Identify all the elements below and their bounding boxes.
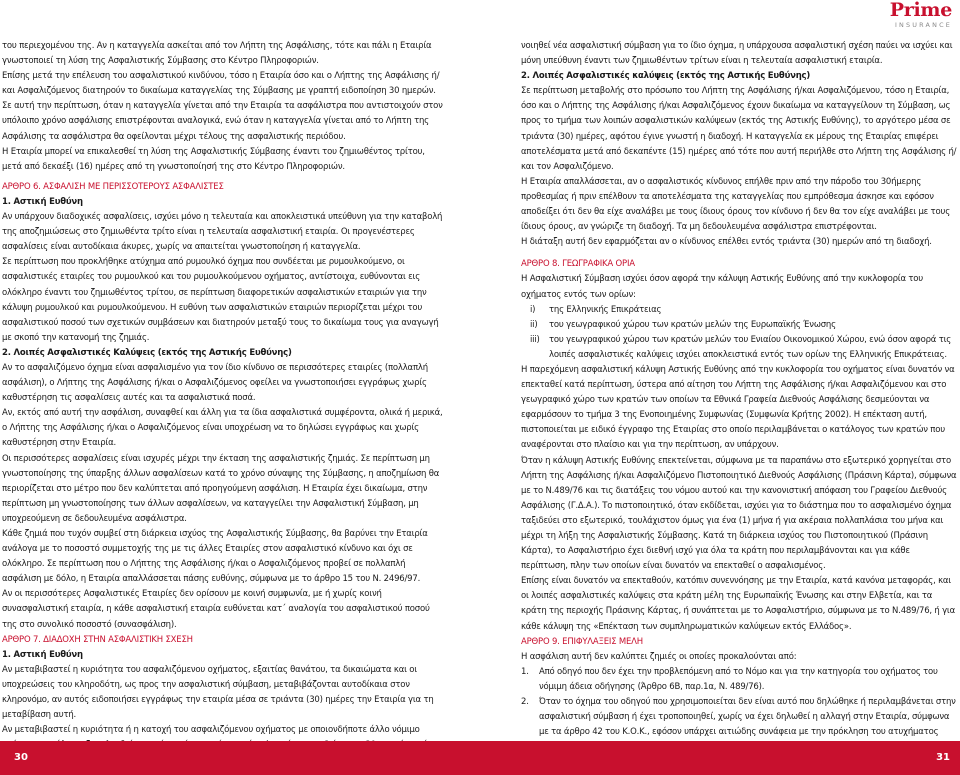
- paragraph: Σε περίπτωση μεταβολής στο πρόσωπο του Λήπτη της Ασφάλισης ή/και Ασφαλιζόμενου, τόσο η Εταιρία, όσο και ο Λήπτης της Ασφάλισης ή/και Ασφαλιζόμενος έχουν δικαίωμα να καταγγείλουν τη Σύμβαση, ως προς το τμήμα των λοιπών ασφαλιστικών καλύψεων (εκτός της Αστικής Ευθύνης), το αργότερο μέσα σε τριάντα (30) ημέρες, αφότου έγινε γνωστή η διαδοχή. Η καταγγελία εκ μέρους της Εταιρίας επιφέρει αποτελέσματα μετά από δεκαπέντε (15) ημέρες από τότε που αυτή περιήλθε στο Λήπτη της Ασφάλισης ή/και τον Ασφαλιζόμενο.: [521, 86, 957, 172]
- subheading: 1. Αστική Ευθύνη: [2, 649, 83, 660]
- right-column: [521, 39, 958, 741]
- paragraph: Η ασφάλιση αυτή δεν καλύπτει ζημιές οι οποίες προκαλούνται από:: [521, 651, 797, 662]
- paragraph: Οι περισσότερες ασφαλίσεις είναι ισχυρές μέχρι την έκταση της ασφαλιστικής ζημιάς. Σε περίπτωση μη γνωστοποίησης της ύπαρξης άλλων ασφαλίσεων κατά το χρόνο σύναψης της Σύμβασης, η αποζημίωση θα περιορίζεται στο μέτρο που δεν καλύπτεται από προηγούμενη ασφάλιση. Η Εταιρία έχει δικαίωμα, στην περίπτωση μη γνωστοποίησης των άλλων ασφαλίσεων, να καταγγείλει την Ασφαλιστική Σύμβαση, μη υποχρεούμενη σε δεδουλευμένα ασφάλιστρα.: [2, 453, 440, 524]
- paragraph: Σε αυτή την περίπτωση, όταν η καταγγελία γίνεται από την Εταιρία τα ασφάλιστρα που αντιστοιχούν στον υπόλοιπο χρόνο ασφάλισης επιστρέφονται αναλογικά, ενώ όταν η καταγγελία γίνεται από το Λήπτη της Ασφάλισης τα ασφάλιστρα θα οφείλονται μέχρι τέλους της ασφαλιστικής περιόδου.: [2, 101, 443, 142]
- subheading: 2. Λοιπές Ασφαλιστικές Καλύψεις (εκτός της Αστικής Ευθύνης): [2, 347, 292, 358]
- logo-wordmark: Prime: [889, 0, 952, 21]
- paragraph: Η Εταιρία μπορεί να επικαλεσθεί τη λύση της Ασφαλιστικής Σύμβασης έναντι του ζημιωθέντος τρίτου, μετά από δεκαέξι (16) ημέρες από τη γνωστοποίησή της στο Κέντρο Πληροφοριών.: [2, 146, 425, 172]
- paragraph: Κάθε ζημιά που τυχόν συμβεί στη διάρκεια ισχύος της Ασφαλιστικής Σύμβασης, θα βαρύνει την Εταιρία ανάλογα με το ποσοστό συμμετοχής της με τις άλλες Εταιρίες στον ασφαλιστικό κίνδυνο και όχι σε ολόκληρο. Σε περίπτωση που ο Λήπτης της Ασφάλισης ή/και ο Ασφαλιζόμενος προβεί σε πολλαπλή ασφάλιση με δόλο, η Εταιρία απαλλάσσεται πάσης ευθύνης, σύμφωνα με το άρθρο 15 του Ν. 2496/97.: [2, 529, 428, 585]
- list-marker: ii): [530, 319, 538, 330]
- left-column: [2, 39, 443, 741]
- page-number-left: 30: [14, 752, 28, 763]
- list-text: του γεωγραφικού χώρου των κρατών μελών του Ενιαίου Οικονομικού Χώρου, ενώ όσον αφορά τις λοιπές ασφαλιστικές καλύψεις ισχύει αποκλειστικά εντός των ορίων της Ελληνικής Επικράτειας.: [549, 334, 952, 360]
- list-text: της Ελληνικής Επικράτειας: [549, 304, 662, 315]
- list-marker: 2.: [521, 697, 529, 708]
- list-item: [521, 695, 958, 741]
- list-marker: 1.: [521, 666, 529, 677]
- paragraph: νοιηθεί νέα ασφαλιστική σύμβαση για το ίδιο όχημα, η υπάρχουσα ασφαλιστική σχέση παύει να ισχύει και μόνη υπεύθυνη έναντι των ζημιωθέντων τρίτων είναι η τελευταία ασφαλιστική εταιρία.: [521, 41, 953, 67]
- territory-list: [521, 303, 958, 363]
- paragraph: Η διάταξη αυτή δεν εφαρμόζεται αν ο κίνδυνος επέλθει εντός τριάντα (30) ημερών από τη διαδοχή.: [521, 237, 932, 248]
- paragraph: Η παρεχόμενη ασφαλιστική κάλυψη Αστικής Ευθύνης από την κυκλοφορία του οχήματος είναι δυνατόν να επεκταθεί κατά περίπτωση, ύστερα από αίτηση του Λήπτη της Ασφάλισης ή/και Ασφαλιζόμενου και στο γεωγραφικό χώρο των κρατών των οποίων τα Εθνικά Γραφεία Διεθνούς Ασφάλισης δεσμεύονται να εφαρμόσουν το τμήμα 3 της Ενοποιημένης Συμφωνίας (Συμφωνία Κρήτης 2002). Η επέκταση αυτή, πιστοποιείται με ειδικό έγγραφο της Εταιρίας στο οποίο περιλαμβάνεται ο κατάλογος των κρατών που αναφέρονται στο πλαίσιο και για την περίπτωση, αν υπάρχουν.: [521, 364, 955, 451]
- paragraph: Αν μεταβιβαστεί η κυριότητα του ασφαλιζόμενου οχήματος, εξαιτίας θανάτου, τα δικαιώματα και οι υποχρεώσεις του κληροδότη, ως προς την ασφαλιστική σύμβαση, μεταβιβάζονται αυτοδίκαια στον κληρονόμο, αν αυτός ειδοποιήσει εγγράφως την εταιρία μέσα σε τριάντα (30) ημέρες την Εταιρία για τη μεταβίβαση αυτή.: [2, 664, 434, 721]
- list-marker: iii): [530, 334, 540, 345]
- article-6-heading: ΑΡΘΡΟ 6. ΑΣΦΑΛΙΣΗ ΜΕ ΠΕΡΙΣΣΟΤΕΡΟΥΣ ΑΣΦΑΛΙΣΤΕΣ: [2, 181, 224, 192]
- article-8-heading: ΑΡΘΡΟ 8. ΓΕΩΓΡΑΦΙΚΑ ΟΡΙΑ: [521, 259, 635, 270]
- list-text: Όταν το όχημα του οδηγού που χρησιμοποιείται δεν είναι αυτό που δηλώθηκε ή περιλαμβάνεται στην ασφαλιστική σύμβαση ή έχει τροποποιηθεί, χωρίς να έχει δηλωθεί η αλλαγή στην Εταιρία, σύμφωνα με τα άρθρο 42 του Κ.Ο.Κ., εφόσον υπάρχει αιτιώδης συνάφεια με την πρόκληση του ατυχήματος: [539, 697, 956, 738]
- paragraph: Επίσης μετά την επέλευση του ασφαλιστικού κινδύνου, τόσο η Εταιρία όσο και ο Λήπτης της Ασφάλισης ή/ και Ασφαλιζόμενος διατηρούν το δικαίωμα καταγγελίας της Σύμβασης με γραπτή ειδοποίηση 30 ημερών.: [2, 71, 440, 97]
- list-marker: i): [530, 304, 536, 315]
- list-item: [521, 303, 958, 318]
- paragraph: Αν οι περισσότερες Ασφαλιστικές Εταιρίες δεν ορίσουν με κοινή συμφωνία, με ή χωρίς κοινή συνασφαλιστική εταιρία, η κάθε ασφαλιστική εταιρία ευθύνεται κατ΄ αναλογία του ασφαλιστικού ποσού της στο συνολικό ποσοστό (συνασφάλιση).: [2, 589, 430, 630]
- page-number-right: 31: [936, 752, 950, 763]
- paragraph: Επίσης είναι δυνατόν να επεκταθούν, κατόπιν συνεννόησης με την Εταιρία, κατά κανόνα μεταφοράς, και οι λοιπές ασφαλιστικές καλύψεις στα κράτη μέλη της Ευρωπαϊκής Ένωσης και στην Ελβετία, και τα κράτη της περιοχής Πράσινης Κάρτας, ή συνάπτεται με το Ασφαλιστήριο, σύμφωνα με το Ν.489/76, ή για κάθε κάλυψη της «Επέκταση των συμπληρωματικών καλύψεων εκτός Ελλάδος».: [521, 576, 956, 632]
- prime-insurance-logo: [890, 1, 952, 29]
- paragraph: Σε περίπτωση που προκλήθηκε ατύχημα από ρυμουλκό όχημα που συνδέεται με ρυμουλκούμενο, οι ασφαλιστικές εταιρίες του ρυμουλκού και του ρυμουλκούμενου οχήματος, αντίστοιχα, ευθύνονται εις ολόκληρο έναντι του ζημιωθέντος τρίτου, σε περίπτωση διαφορετικών ασφαλιστικών εταιριών για την κάλυψη ρυμουλκού και ρυμουλκούμενου. Η ευθύνη των ασφαλιστικών εταιριών περιορίζεται μέχρι του ασφαλιστικού ποσού των σχετικών συμβάσεων και διατηρούν μεταξύ τους το δικαίωμα τους για αναγωγή με σκοπό την κατανομή της ζημιάς.: [2, 257, 439, 343]
- article-9-heading: ΑΡΘΡΟ 9. ΕΠΙΦΥΛΑΞΕΙΣ ΜΕΛΗ: [521, 636, 643, 647]
- paragraph: Η Εταιρία απαλλάσσεται, αν ο ασφαλιστικός κίνδυνος επήλθε πριν από την πάροδο του 30ήμερης προθεσμίας ή πριν επέλθουν τα αποτελέσματα της καταγγελίας που εμπρόθεσμα άσκησε και εφόσον αποδείξει ότι δεν θα είχε αναλάβει με τους ίδιους όρους τον κίνδυνο ή δεν θα τον είχε αναλάβει με τους ίδιους όρους, αν γνώριζε τη διαδοχή. Τα μη δεδουλευμένα ασφάλιστρα επιστρέφονται.: [521, 176, 950, 233]
- exclusions-list: [521, 665, 958, 741]
- footer-bar: [0, 741, 960, 775]
- paragraph: Αν μεταβιβαστεί η κυριότητα ή η κατοχή του ασφαλιζόμενου οχήματος με οποιονδήποτε άλλο νόμιμο: [2, 725, 420, 736]
- subheading: 2. Λοιπές Ασφαλιστικές καλύψεις (εκτός της Αστικής Ευθύνης): [521, 71, 811, 82]
- paragraph: Αν, εκτός από αυτή την ασφάλιση, συναφθεί και άλλη για τα ίδια ασφαλιστικά συμφέροντα, ολικά ή μερικά, ο Λήπτης της Ασφάλισης ή/και ο Ασφαλιζόμενος είναι υποχρέωση να το δηλώσει εγγράφως και χωρίς καθυστέρηση στην Εταιρία.: [2, 408, 443, 449]
- list-item: [521, 318, 958, 333]
- subheading: 1. Αστική Ευθύνη: [2, 196, 83, 207]
- paragraph: Αν υπάρχουν διαδοχικές ασφαλίσεις, ισχύει μόνο η τελευταία και αποκλειστικά υπεύθυνη για την καταβολή της αποζημιώσεως στο ζημιωθέντα τρίτο είναι η τελευταία ασφαλιστική εταιρία. Οι προγενέστερες ασφαλίσεις είναι αυτοδίκαια άκυρες, χωρίς να απαιτείται γνωστοποίηση ή καταγγελία.: [2, 212, 443, 253]
- logo-tagline: INSURANCE: [894, 21, 952, 29]
- list-text: Από οδηγό που δεν έχει την προβλεπόμενη από το Νόμο και για την κατηγορία του οχήματος του νόμιμη άδεια οδήγησης (Άρθρο 6Β, παρ.1α, Ν. 489/76).: [539, 666, 938, 692]
- list-text: του γεωγραφικού χώρου των κρατών μελών της Ευρωπαϊκής Ένωσης: [549, 319, 836, 330]
- list-item: [521, 333, 958, 363]
- paragraph: Όταν η κάλυψη Αστικής Ευθύνης επεκτείνεται, σύμφωνα με τα παραπάνω στο εξωτερικό χορηγείται στο Λήπτη της Ασφάλισης ή/και Ασφαλιζόμενο Πιστοποιητικό Διεθνούς Ασφάλισης (Πράσινη Κάρτα), σύμφωνα με το Ν.489/76 και τις διατάξεις του νόμου αυτού και την κανονιστική απόφαση του Γραφείου Διεθνούς Ασφάλισης (Γ.Δ.Α.). Το πιστοποιητικό, όταν εκδίδεται, ισχύει για το διάστημα που το ασφαλισμένο όχημα ταξιδεύει στο εξωτερικό, τουλάχιστον όμως για ένα (1) μήνα ή για ακέραια πολλαπλάσια του μήνα και μέχρι τη λήξη της Ασφαλιστικής Σύμβασης. Κατά τη διάρκεια ισχύος του Πιστοποιητικού (Πράσινη Κάρτα), το Ασφαλιστήριο έχει διεθνή ισχύ για όλα τα κράτη που περιλαμβάνονται και για κάθε περίπτωση, πλην των οποίων είναι δυνατόν να επεκταθεί ο ασφαλισμένος.: [521, 455, 957, 572]
- paragraph: Η Ασφαλιστική Σύμβαση ισχύει όσον αφορά την κάλυψη Αστικής Ευθύνης από την κυκλοφορία του οχήματος εντός των ορίων:: [521, 274, 923, 300]
- list-item: [521, 665, 958, 695]
- article-7-heading: ΑΡΘΡΟ 7. ΔΙΑΔΟΧΗ ΣΤΗΝ ΑΣΦΑΛΙΣΤΙΚΗ ΣΧΕΣΗ: [2, 634, 193, 645]
- paragraph: Αν το ασφαλιζόμενο όχημα είναι ασφαλισμένο για τον ίδιο κίνδυνο σε περισσότερες εταιρίες (πολλαπλή ασφάλιση), ο Λήπτης της Ασφάλισης ή/και ο Ασφαλιζόμενος οφείλει να γνωστοποιήσει εγγράφως χωρίς καθυστέρηση τις ασφαλίσεις αυτές και τα ασφαλιστικά ποσά.: [2, 362, 428, 404]
- paragraph: του περιεχομένου της. Αν η καταγγελία ασκείται από τον Λήπτη της Ασφάλισης, τότε και πάλι η Εταιρία γνωστοποιεί τη λύση της Ασφαλιστικής Σύμβασης στο Κέντρο Πληροφοριών.: [2, 41, 432, 67]
